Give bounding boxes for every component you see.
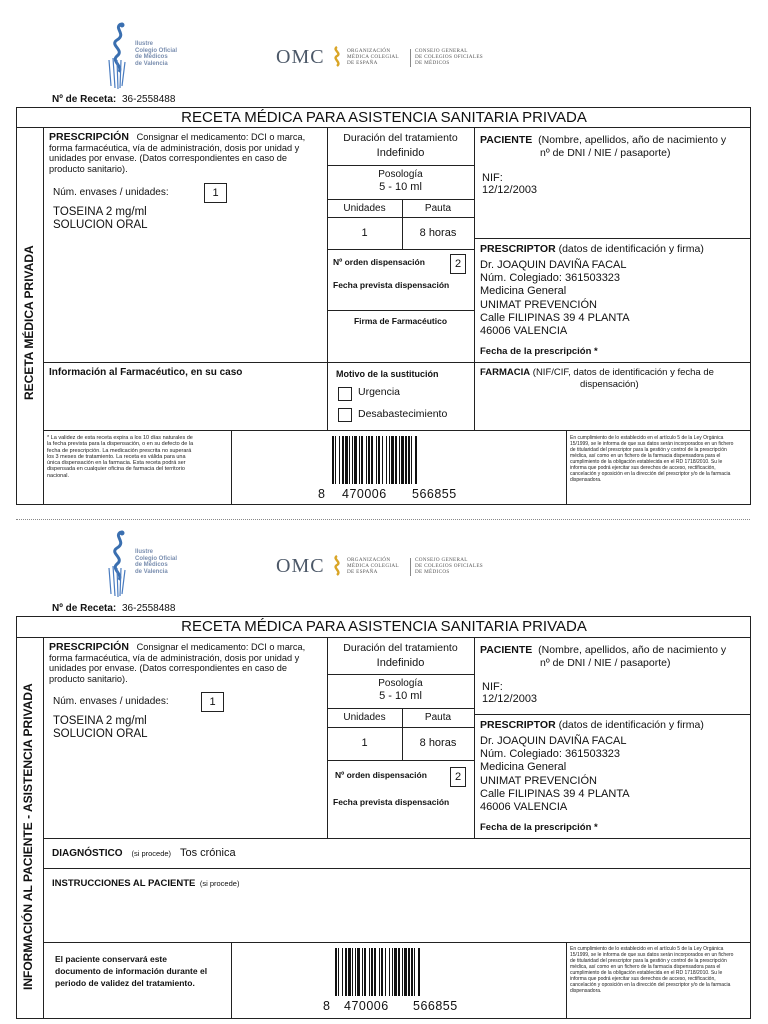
barcode-bar: [369, 948, 370, 996]
omc-consejo-line: DE COLEGIOS OFICIALES: [415, 562, 483, 569]
prescriptor-instr: (datos de identificación y firma): [558, 719, 704, 731]
orden-value: 2: [450, 254, 466, 274]
barcode-bar: [374, 948, 376, 996]
barcode-bar: [345, 436, 348, 484]
prescripcion-instr: unidades por envase. (Datos correspondientes en caso de: [49, 153, 288, 163]
row-divider: [327, 708, 474, 709]
logo-line: de Valencia: [135, 60, 168, 67]
farmacia-label: FARMACIA: [480, 367, 531, 378]
paciente-label: PACIENTE: [480, 134, 533, 146]
barcode-digits: 566855: [413, 999, 458, 1013]
nif-label: NIF:: [482, 681, 503, 693]
paciente-instr: (Nombre, apellidos, año de nacimiento y: [538, 644, 727, 656]
prescriptor-ciudad: 46006 VALENCIA: [480, 325, 568, 338]
barcode-bar: [408, 436, 410, 484]
barcode-bar: [349, 436, 350, 484]
note-line: dispensadora.: [570, 477, 602, 483]
firma-label: Firma de Farmacéutico: [353, 316, 448, 326]
barcode-bar: [357, 948, 360, 996]
farmacia-instr: dispensación): [580, 379, 639, 390]
instrucciones-label: INSTRUCCIONES AL PACIENTE: [52, 878, 196, 889]
medicamento-line: TOSEINA 2 mg/ml: [53, 715, 147, 727]
note-line: médica, así como en un fichero de la farmacia dispensadora para el: [570, 453, 721, 459]
omc-emblem-icon: [330, 46, 344, 68]
barcode-bar: [342, 948, 343, 996]
title-divider: [16, 127, 751, 128]
paciente-label: PACIENTE: [480, 644, 533, 656]
unidades-value: 1: [361, 227, 368, 239]
desabastecimiento-checkbox[interactable]: [338, 408, 352, 422]
diagnostico-value: Tos crónica: [179, 847, 236, 859]
note-line: dispensada en cualquier oficina de farmacia del territorio: [47, 466, 185, 473]
receta-num: 36-2558488: [122, 603, 176, 614]
barcode-bar: [404, 948, 407, 996]
barcode-bar: [366, 436, 367, 484]
barcode-bar: [359, 436, 360, 484]
receta-num-label: Nº de Receta:: [52, 94, 117, 105]
duracion-label: Duración del tratamiento: [343, 132, 458, 144]
paciente-instr: nº de DNI / NIE / pasaporte): [540, 657, 671, 669]
barcode-bar: [401, 436, 404, 484]
note-line: informa que podrá ejercitar sus derechos de acceso, rectificación,: [570, 976, 716, 982]
side-divider: [43, 637, 44, 1019]
barcode-bar: [402, 948, 403, 996]
column-divider: [231, 430, 232, 505]
page-title: RECETA MÉDICA PARA ASISTENCIA SANITARIA PRIVADA: [181, 109, 587, 126]
urgencia-label: Urgencia: [358, 386, 401, 398]
prescriptor-colegiado: Núm. Colegiado: 361503323: [480, 748, 621, 761]
barcode-bar: [392, 948, 393, 996]
diagnostico-label: DIAGNÓSTICO: [52, 848, 123, 859]
duracion-label: Duración del tratamiento: [343, 642, 458, 654]
omc-divider: [410, 558, 411, 576]
barcode-bar: [382, 436, 383, 484]
instrucciones-sub: (si procede): [199, 879, 240, 888]
note-line: informa que podrá ejercitar sus derechos de acceso, rectificación,: [570, 465, 716, 471]
barcode-bar: [364, 948, 366, 996]
logo-line: Ilustre: [135, 41, 154, 47]
prescripcion-label: PRESCRIPCIÓN: [49, 131, 129, 143]
colegio-logo-icon: [103, 20, 135, 90]
prescriptor-especialidad: Medicina General: [480, 285, 567, 298]
title-divider: [16, 637, 751, 638]
prescriptor-label: PRESCRIPTOR: [480, 243, 556, 255]
barcode-icon: [333, 948, 468, 996]
barcode-bar: [415, 436, 417, 484]
fecha-prescripcion-label: Fecha de la prescripción *: [480, 822, 598, 833]
omc-consejo-line: DE MÉDICOS: [415, 568, 450, 575]
fecha-prevista-label: Fecha prevista dispensación: [333, 280, 450, 290]
barcode-digits: 566855: [412, 487, 457, 501]
barcode-bar: [411, 948, 413, 996]
duracion-value: Indefinido: [376, 147, 425, 159]
prescriptor-data: [480, 735, 630, 814]
omc-org-line: DE ESPAÑA: [347, 59, 378, 66]
note-line: médica, así como en un fichero de la farmacia dispensadora para el: [570, 964, 721, 970]
envases-value: 1: [201, 692, 224, 712]
barcode-bar: [371, 436, 373, 484]
row-divider: [327, 727, 474, 728]
orden-label: Nº orden dispensación: [335, 770, 427, 780]
omc-consejo-line: CONSEJO GENERAL: [415, 557, 468, 563]
receta-num: 36-2558488: [122, 94, 176, 105]
barcode-digits: 470006: [344, 999, 389, 1013]
logo-line: de Médicos: [135, 54, 168, 60]
omc-org-line: DE ESPAÑA: [347, 568, 378, 575]
prescripcion-label: PRESCRIPCIÓN: [49, 641, 129, 653]
omc-org-line: ORGANIZACIÓN: [347, 557, 391, 563]
nif-label: NIF:: [482, 172, 503, 184]
barcode-bar: [354, 436, 357, 484]
prescripcion-block: [49, 132, 324, 174]
duracion-value: Indefinido: [376, 657, 425, 669]
logo-line: de Médicos: [135, 562, 168, 568]
row-divider: [327, 310, 474, 311]
colegio-logo-icon: [103, 528, 135, 598]
side-label: INFORMACIÓN AL PACIENTE - ASISTENCIA PRIVADA: [21, 683, 35, 990]
unidades-label: Unidades: [343, 203, 386, 214]
prescriptor-label: PRESCRIPTOR: [480, 719, 556, 731]
note-line: de titularidad del prescriptor para la gestión y control de la prescripción: [570, 958, 727, 964]
paciente-instr: (Nombre, apellidos, año de nacimiento y: [538, 134, 727, 146]
posologia-label: Posología: [378, 169, 423, 180]
barcode-digit: 8: [323, 999, 330, 1013]
barcode-bar: [418, 948, 420, 996]
fecha-prevista-label: Fecha prevista dispensación: [333, 797, 450, 807]
barcode-bar: [391, 436, 394, 484]
legal-note: [570, 435, 748, 483]
prescriptor-direccion: Calle FILIPINAS 39 4 PLANTA: [480, 787, 630, 800]
logo-line: Colegio Oficial: [135, 555, 178, 562]
omc-org-line: MÉDICA COLEGIAL: [347, 562, 399, 569]
omc-consejo-line: DE COLEGIOS OFICIALES: [415, 53, 483, 60]
cut-line: [16, 519, 750, 520]
barcode-bar: [339, 436, 340, 484]
barcode-bar: [385, 948, 386, 996]
barcode-bar: [352, 948, 353, 996]
column-divider: [474, 637, 475, 838]
omc-consejo-line: CONSEJO GENERAL: [415, 48, 468, 54]
prescripcion-instr: producto sanitario).: [49, 163, 128, 174]
note-line: única dispensación en la farmacia. Esta receta podrá ser: [47, 460, 186, 467]
orden-value: 2: [450, 767, 466, 787]
barcode-bar: [408, 948, 410, 996]
barcode-bar: [355, 948, 356, 996]
note-line: dispensadora.: [570, 988, 602, 994]
medicamento-line: TOSEINA 2 mg/ml: [53, 206, 147, 218]
barcode-bar: [362, 948, 363, 996]
omc-divider: [410, 49, 411, 67]
orden-label: Nº orden dispensación: [333, 257, 425, 267]
legal-note: [570, 946, 748, 994]
prescripcion-instr: producto sanitario).: [49, 673, 128, 684]
note-line: nacional.: [47, 472, 70, 479]
barcode-bar: [348, 948, 351, 996]
omc-logo-text: OMC: [276, 555, 325, 577]
row-divider: [43, 838, 751, 839]
prescriptor-nombre: Dr. JOAQUIN DAVIÑA FACAL: [480, 735, 627, 747]
barcode-bar: [414, 948, 415, 996]
prescriptor-instr: (datos de identificación y firma): [558, 243, 704, 255]
note-line: En cumplimiento de lo establecido en el artículo 5 de la Ley Orgánica: [570, 946, 724, 952]
omc-org-line: MÉDICA COLEGIAL: [347, 53, 399, 60]
note-line: cancelación y oposición en la dirección del prescriptor y/o de la farmacia: [570, 471, 731, 477]
note-line: periodo de validez del tratamiento.: [55, 978, 195, 988]
posologia-value: 5 - 10 ml: [379, 690, 422, 702]
barcode-icon: [330, 436, 465, 484]
prescriptor-nombre: Dr. JOAQUIN DAVIÑA FACAL: [480, 259, 627, 271]
prescripcion-instr: unidades por envase. (Datos correspondientes en caso de: [49, 663, 288, 673]
unidades-label: Unidades: [343, 712, 386, 723]
prescripcion-instr: Consignar el medicamento: DCI o marca,: [136, 132, 306, 142]
barcode-digit: 8: [318, 487, 325, 501]
farmacia-instr: (NIF/CIF, datos de identificación y fecha de: [532, 367, 714, 378]
posologia-label: Posología: [378, 678, 423, 689]
paciente-fecha: 12/12/2003: [482, 693, 538, 705]
sustitucion-label: Motivo de la sustitución: [336, 369, 439, 379]
barcode-bar: [405, 436, 407, 484]
desabastecimiento-label: Desabastecimiento: [358, 408, 448, 420]
envases-label: Núm. envases / unidades:: [53, 696, 169, 707]
pauta-value: 8 horas: [419, 227, 457, 239]
logo-line: de Valencia: [135, 568, 168, 575]
pauta-value: 8 horas: [419, 737, 457, 749]
note-line: documento de información durante el: [55, 966, 208, 976]
note-line: En cumplimiento de lo establecido en el artículo 5 de la Ley Orgánica: [570, 435, 724, 441]
logo-line: Ilustre: [135, 549, 154, 555]
barcode-bar: [332, 436, 334, 484]
prescriptor-ciudad: 46006 VALENCIA: [480, 801, 568, 814]
prescriptor-direccion: Calle FILIPINAS 39 4 PLANTA: [480, 311, 630, 324]
prescriptor-especialidad: Medicina General: [480, 761, 567, 774]
barcode-bar: [345, 948, 347, 996]
page-title: RECETA MÉDICA PARA ASISTENCIA SANITARIA PRIVADA: [181, 618, 587, 635]
barcode-bar: [338, 948, 339, 996]
barcode-bar: [371, 948, 373, 996]
note-line: cumplimiento de la obligación establecida en el RD 1718/2010. Su le: [570, 459, 723, 465]
omc-consejo-line: DE MÉDICOS: [415, 59, 450, 66]
barcode-bar: [386, 436, 387, 484]
barcode-bar: [335, 948, 337, 996]
conservara-note: [55, 953, 207, 989]
note-line: cancelación y oposición en la dirección del prescriptor y/o de la farmacia: [570, 982, 731, 988]
barcode-bar: [399, 436, 400, 484]
note-line: El paciente conservará este: [55, 954, 167, 964]
barcode-bar: [389, 948, 390, 996]
column-divider: [566, 430, 567, 505]
pauta-label: Pauta: [424, 203, 452, 214]
prescriptor-empresa: UNIMAT PREVENCIÓN: [480, 298, 597, 311]
row-divider: [474, 714, 751, 715]
row-divider: [474, 238, 751, 239]
row-divider: [327, 199, 474, 200]
note-line: 15/1999, se le informa de que sus datos serán incorporados en un fichero: [570, 952, 734, 958]
paciente-instr: nº de DNI / NIE / pasaporte): [540, 147, 671, 159]
note-line: la fecha prevista para la dispensación, o en su defecto de la: [47, 441, 194, 448]
row-divider: [327, 760, 474, 761]
envases-value: 1: [204, 183, 227, 203]
logo-line: Colegio Oficial: [135, 47, 178, 54]
note-line: los 3 meses de tratamiento. La receta es válida para una: [47, 453, 186, 460]
column-divider: [566, 942, 567, 1019]
prescripcion-block: [49, 642, 324, 684]
paciente-fecha: 12/12/2003: [482, 184, 538, 196]
urgencia-checkbox[interactable]: [338, 387, 352, 401]
note-line: fecha de prescripción. La medicación prescrita no superará: [47, 447, 192, 454]
validez-note: [47, 435, 229, 479]
barcode-digits: 470006: [342, 487, 387, 501]
medicamento-line: SOLUCION ORAL: [53, 219, 148, 231]
pauta-label: Pauta: [424, 712, 452, 723]
prescriptor-empresa: UNIMAT PREVENCIÓN: [480, 774, 597, 787]
row-divider: [327, 674, 474, 675]
barcode-bar: [368, 436, 370, 484]
note-line: 15/1999, se le informa de que sus datos serán incorporados en un fichero: [570, 441, 734, 447]
side-label: RECETA MÉDICA PRIVADA: [22, 245, 36, 400]
row-divider: [43, 430, 751, 431]
diagnostico-sub: (si procede): [131, 849, 172, 858]
fecha-prescripcion-label: Fecha de la prescripción *: [480, 346, 598, 357]
column-divider: [474, 127, 475, 430]
note-line: de titularidad del prescriptor para la gestión y control de la prescripción: [570, 447, 727, 453]
note-line: cumplimiento de la obligación establecida en el RD 1718/2010. Su le: [570, 970, 723, 976]
row-divider: [43, 942, 751, 943]
prescriptor-data: [480, 259, 630, 338]
barcode-bar: [395, 436, 397, 484]
barcode-bar: [352, 436, 353, 484]
row-divider: [43, 868, 751, 869]
barcode-bar: [378, 436, 380, 484]
prescripcion-instr: forma farmacéutica, vía de administración, dosis por unidad y: [49, 142, 300, 153]
note-line: * La validez de esta receta expira a los 10 días naturales de: [47, 435, 193, 441]
medicamento-line: SOLUCION ORAL: [53, 728, 148, 740]
barcode-bar: [394, 948, 397, 996]
prescripcion-instr: Consignar el medicamento: DCI o marca,: [136, 642, 306, 652]
barcode-bar: [335, 436, 336, 484]
column-divider: [231, 942, 232, 1019]
barcode-bar: [379, 948, 380, 996]
envases-label: Núm. envases / unidades:: [53, 187, 169, 198]
row-divider: [327, 217, 474, 218]
barcode-bar: [398, 948, 400, 996]
row-divider: [327, 249, 474, 250]
barcode-bar: [381, 948, 383, 996]
barcode-bar: [389, 436, 390, 484]
info-farmaceutico-label: Información al Farmacéutico, en su caso: [49, 367, 243, 378]
omc-logo-text: OMC: [276, 46, 325, 68]
omc-emblem-icon: [330, 555, 344, 577]
row-divider: [43, 362, 751, 363]
barcode-bar: [361, 436, 363, 484]
omc-org-line: ORGANIZACIÓN: [347, 48, 391, 54]
row-divider: [327, 165, 474, 166]
barcode-bar: [411, 436, 412, 484]
barcode-bar: [376, 436, 377, 484]
unidades-value: 1: [361, 737, 368, 749]
prescripcion-instr: forma farmacéutica, vía de administración, dosis por unidad y: [49, 652, 300, 663]
barcode-bar: [342, 436, 344, 484]
prescriptor-colegiado: Núm. Colegiado: 361503323: [480, 272, 621, 285]
posologia-value: 5 - 10 ml: [379, 181, 422, 193]
side-divider: [43, 127, 44, 505]
receta-num-label: Nº de Receta:: [52, 603, 117, 614]
